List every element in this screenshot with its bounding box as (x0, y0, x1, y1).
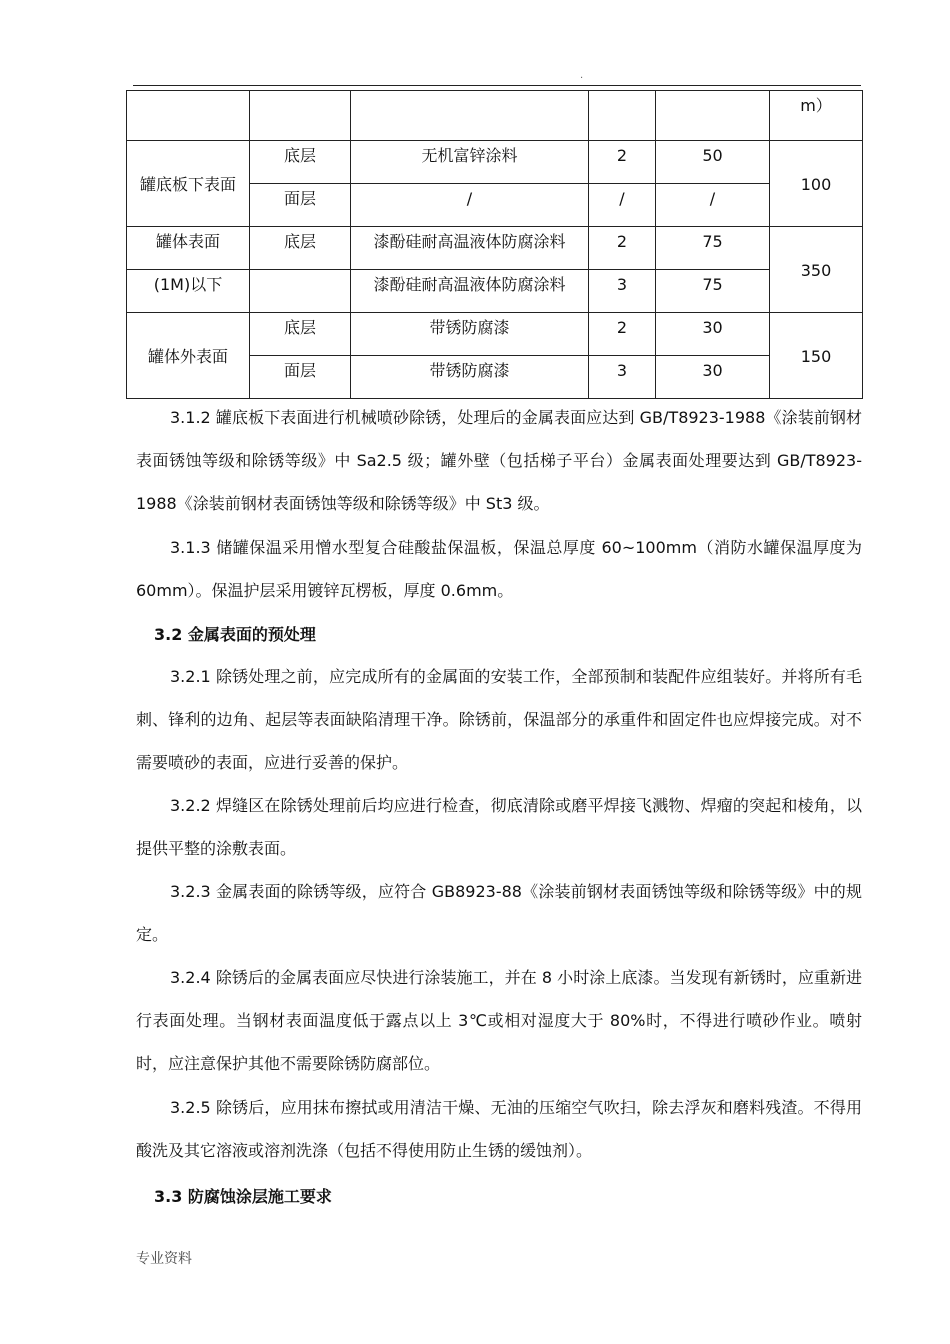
coats-cell: 2 (589, 313, 656, 356)
material-cell: 漆酚硅耐高温液体防腐涂料 (351, 227, 589, 270)
unit-cell: m） (770, 91, 863, 141)
footer-label: 专业资料 (136, 1251, 192, 1267)
material-cell: / (351, 184, 589, 227)
table-cell (351, 91, 589, 141)
paragraph-3-2-3: 3.2.3 金属表面的除锈等级，应符合 GB8923-88《涂装前钢材表面锈蚀等级和除锈等级》中的规定。 (136, 882, 862, 944)
table-row (127, 270, 863, 313)
layer-cell (250, 270, 351, 313)
layer-cell: 底层 (250, 227, 351, 270)
paragraph-3-1-3: 3.1.3 储罐保温采用憎水型复合硅酸盐保温板，保温总厚度 60~100mm（消防水罐保温厚度为 60mm）。保温护层采用镀锌瓦楞板，厚度 0.6mm。 (136, 538, 862, 600)
thickness-cell: / (656, 184, 770, 227)
paragraph-3-2-1: 3.2.1 除锈处理之前，应完成所有的金属面的安装工作，全部预制和装配件应组装好。并将所有毛刺、锋利的边角、起层等表面缺陷清理干净。除锈前，保温部分的承重件和固定件也应焊接完成。对不需要喷砂的表面，应进行妥善的保护。 (136, 667, 862, 772)
part-cell-line2: (1M)以下 (127, 270, 250, 313)
section-heading-3-2: 3.2 金属表面的预处理 (154, 625, 316, 644)
layer-cell: 底层 (250, 313, 351, 356)
thickness-cell: 30 (656, 313, 770, 356)
table-cell (250, 91, 351, 141)
table-row (127, 313, 863, 356)
table-row (127, 91, 863, 141)
part-cell: 罐体外表面 (127, 313, 250, 399)
coats-cell: 3 (589, 356, 656, 399)
material-cell: 带锈防腐漆 (351, 313, 589, 356)
part-cell-line1: 罐体表面 (127, 227, 250, 270)
total-cell: 350 (770, 227, 863, 313)
coats-cell: 2 (589, 141, 656, 184)
total-cell: 150 (770, 313, 863, 399)
thickness-cell: 75 (656, 227, 770, 270)
material-cell: 无机富锌涂料 (351, 141, 589, 184)
layer-cell: 面层 (250, 356, 351, 399)
coating-spec-table (126, 90, 863, 399)
header-rule (133, 85, 861, 86)
layer-cell: 底层 (250, 141, 351, 184)
table-cell (656, 91, 770, 141)
part-cell: 罐底板下表面 (127, 141, 250, 227)
thickness-cell: 30 (656, 356, 770, 399)
table-row (127, 227, 863, 270)
thickness-cell: 50 (656, 141, 770, 184)
section-heading-3-3: 3.3 防腐蚀涂层施工要求 (154, 1187, 332, 1206)
coats-cell: 3 (589, 270, 656, 313)
paragraph-3-2-5: 3.2.5 除锈后，应用抹布擦拭或用清洁干燥、无油的压缩空气吹扫，除去浮灰和磨料残渣。不得用酸洗及其它溶液或溶剂洗涤（包括不得使用防止生锈的缓蚀剂）。 (136, 1098, 862, 1160)
thickness-cell: 75 (656, 270, 770, 313)
paragraph-3-2-2: 3.2.2 焊缝区在除锈处理前后均应进行检查，彻底清除或磨平焊接飞溅物、焊瘤的突起和棱角，以提供平整的涂敷表面。 (136, 796, 862, 858)
table-cell (589, 91, 656, 141)
table-cell (127, 91, 250, 141)
coats-cell: 2 (589, 227, 656, 270)
header-mark: . (580, 70, 584, 81)
paragraph-3-1-2: 3.1.2 罐底板下表面进行机械喷砂除锈，处理后的金属表面应达到 GB/T8923-1988《涂装前钢材表面锈蚀等级和除锈等级》中 Sa2.5 级；罐外壁（包括梯子平台）金属表面处理要达到 GB/T8923-1988《涂装前钢材表面锈蚀等级和除锈等级》中 St3 级。 (136, 408, 862, 513)
material-cell: 漆酚硅耐高温液体防腐涂料 (351, 270, 589, 313)
total-cell: 100 (770, 141, 863, 227)
paragraph-3-2-4: 3.2.4 除锈后的金属表面应尽快进行涂装施工，并在 8 小时涂上底漆。当发现有新锈时，应重新进行表面处理。当钢材表面温度低于露点以上 3℃或相对湿度大于 80%时，不得进行喷砂作业。喷射时，应注意保护其他不需要除锈防腐部位。 (136, 968, 862, 1073)
layer-cell: 面层 (250, 184, 351, 227)
table-row (127, 141, 863, 184)
coats-cell: / (589, 184, 656, 227)
material-cell: 带锈防腐漆 (351, 356, 589, 399)
